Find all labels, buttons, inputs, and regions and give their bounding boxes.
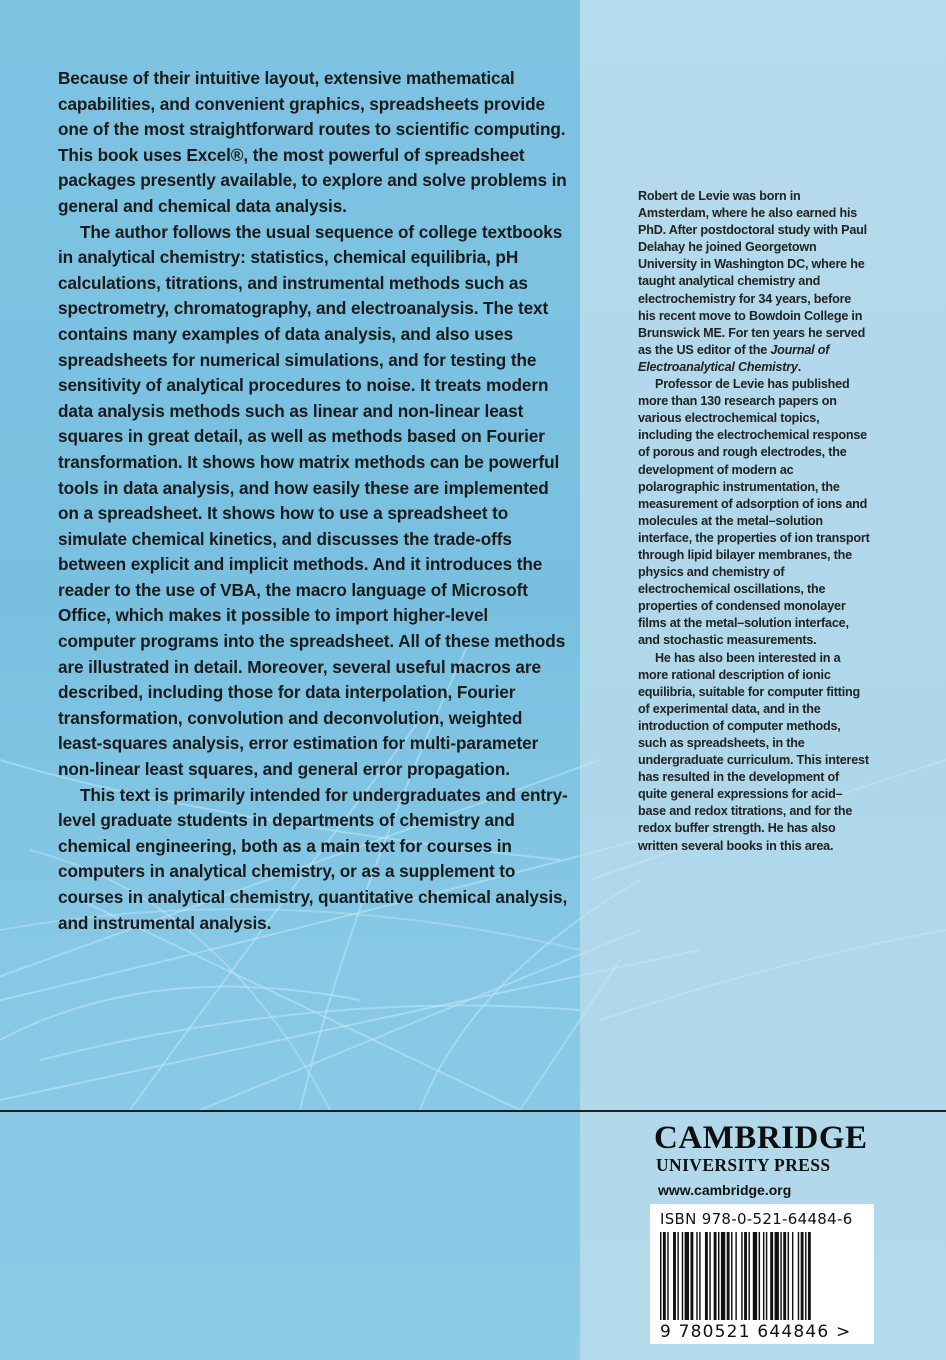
barcode-digits: 9 780521 644846 > [660,1322,852,1342]
barcode-bar [770,1232,773,1320]
barcode-bar [677,1232,678,1320]
barcode-bar [714,1232,717,1320]
barcode-bar [705,1232,708,1320]
barcode-bar [699,1232,700,1320]
barcode-bar [792,1232,793,1320]
publisher-logo-subtitle: UNIVERSITY PRESS [656,1155,831,1175]
barcode-bar [731,1232,732,1320]
publisher-logo-name: CAMBRIDGE [654,1120,868,1156]
bio-text: Robert de Levie was born in Amsterdam, where he also earned his PhD. After postdoctoral study with Paul Delahay he joined Georgetown University in Washington DC, where he taught analytical chemistry and electrochemistry for 34 years, before his recent move to Bowdoin College in Brunswick ME. For ten years he served as the US editor of the [638,189,867,357]
barcode-bar [798,1232,799,1320]
barcode-bar [748,1232,749,1320]
barcode-bar [690,1232,693,1320]
barcode-bar [805,1232,806,1320]
barcode-bar [801,1232,804,1320]
barcode-bar [808,1232,811,1320]
barcode-graphic [660,1232,866,1322]
description-paragraph: Because of their intuitive layout, extensive mathematical capabilities, and convenient graphics, spreadsheets provide one of the most straightforward routes to scientific computing. This book uses Excel®, the most powerful of spreadsheet packages presently available, to explore and solve problems in general and chemical data analysis. [58,68,567,216]
barcode-bar [783,1232,786,1320]
barcode-bar [727,1232,730,1320]
barcode-bar [788,1232,789,1320]
journal-title: Journal of Electroanalytical Chemistry [638,342,830,374]
bio-paragraph: Professor de Levie has published more than 130 research papers on various electrochemical topics, including the electrochemical response of porous and rough electrodes, the development of modern ac polarographic instrumentation, the measurement of adsorption of ions and molecules at the metal–solution interface, the properties of ion transport through lipid bilayer membranes, the physics and chemistry of electrochemical oscillations, the properties of condensed monolayer films at the metal–solution interface, and stochastic measurements. [638,377,870,648]
barcode-bar [660,1232,661,1320]
book-description [58,66,568,936]
barcode-bar [775,1232,779,1320]
barcode-bar [663,1232,666,1320]
barcode-bar [673,1232,676,1320]
barcode-bar [763,1232,764,1320]
barcode-bar [759,1232,760,1320]
horizontal-divider [0,1110,946,1112]
barcode-bar [682,1232,683,1320]
barcode-bar [709,1232,710,1320]
barcode-bar [741,1232,742,1320]
description-paragraph: This text is primarily intended for undergraduates and entry-level graduate students in departments of chemistry and chemical engineering, both as a main text for courses in computers in analytical chemistry, or as a supplement to courses in analytical chemistry, quantitative chemical analysis, and instrumental analysis. [58,784,568,933]
barcode-bar [766,1232,767,1320]
isbn-label: ISBN 978-0-521-64484-6 [660,1210,853,1228]
barcode-bar [667,1232,668,1320]
barcode-bar [718,1232,719,1320]
author-biography [638,188,870,855]
barcode-bar [685,1232,689,1320]
barcode-bar [780,1232,781,1320]
barcode-bar [696,1232,697,1320]
bio-paragraph: He has also been interested in a more rational description of ionic equilibria, suitable for computer fitting of experimental data, and in the introduction of computer methods, such as spreadsheets, in the undergraduate curriculum. This interest has resulted in the development of quite general expressions for acid–base and redox titrations, and for the redox buffer strength. He has also written several books in this area. [638,650,869,853]
publisher-website: www.cambridge.org [658,1182,792,1198]
description-paragraph: The author follows the usual sequence of college textbooks in analytical chemistry: statistics, chemical equilibria, pH calculations, titrations, and instrumental methods such as spectrometry, chromatography, and electroanalysis. The text contains many examples of data analysis, and also uses spreadsheets for numerical simulations, and for testing the sensitivity of analytical procedures to noise. It treats modern data analysis methods such as linear and non-linear least squares in great detail, as well as methods based on Fourier transformation. It shows how matrix methods can be powerful tools in data analysis, and how easily these are implemented on a spreadsheet. It shows how to use a spreadsheet to simulate chemical kinetics, and discusses the trade-offs between explicit and implicit methods. And it introduces the reader to the use of VBA, the macro language of Microsoft Office, which makes it possible to import higher-level computer programs into the spreadsheet. All of these methods are illustrated in detail. Moreover, several useful macros are described, including those for data interpolation, Fourier transformation, convolution and deconvolution, weighted least-squares analysis, error estimation for multi-parameter non-linear least squares, and general error propagation. [58,221,566,780]
barcode-bar [744,1232,747,1320]
barcode-bar [753,1232,757,1320]
barcode-bar [721,1232,725,1320]
barcode-bar [735,1232,736,1320]
bio-text: . [797,359,802,374]
bio-paragraph [638,188,870,376]
